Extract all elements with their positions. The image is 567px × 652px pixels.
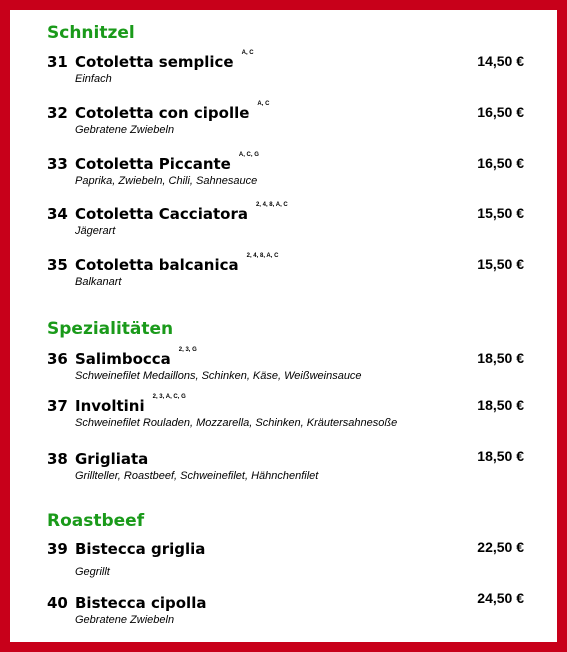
item-price: 24,50 € [477, 590, 524, 606]
item-price: 16,50 € [477, 104, 524, 120]
item-price: 22,50 € [477, 539, 524, 555]
allergen-codes: 2, 4, 8, A, C [255, 202, 288, 208]
item-price: 16,50 € [477, 155, 524, 171]
item-number: 38 [47, 450, 68, 468]
item-number: 37 [47, 397, 68, 415]
item-description: Gegrillt [75, 566, 110, 578]
section-title-roastbeef: Roastbeef [47, 511, 145, 531]
item-description: Schweinefilet Medaillons, Schinken, Käse, Weißweinsauce [75, 370, 362, 382]
item-number: 40 [47, 594, 68, 612]
item-number: 31 [47, 53, 68, 71]
item-name: Cotoletta semplice $^{A, C}$ [75, 50, 254, 71]
item-number: 35 [47, 256, 68, 274]
item-description: Gebratene Zwiebeln [75, 124, 175, 136]
item-name: Grigliata [75, 450, 149, 468]
item-name: Salimbocca $^{2, 3, G}$ [75, 347, 197, 368]
item-name: Cotoletta Cacciatora $^{2, 4, 8, A, C}$ [75, 202, 288, 223]
allergen-codes: A, C, G [238, 152, 259, 158]
menu-item [47, 394, 527, 429]
item-description: Grillteller, Roastbeef, Schweinefilet, Hähnchenfilet [75, 470, 319, 482]
menu-item [47, 448, 527, 482]
item-description: Gebratene Zwiebeln [75, 614, 175, 626]
allergen-codes: 2, 3, G [178, 347, 197, 353]
item-number: 34 [47, 205, 68, 223]
item-price: 15,50 € [477, 256, 524, 272]
item-name: Cotoletta Piccante $^{A, C, G}$ [75, 152, 259, 173]
allergen-codes: 2, 3, A, C, G [152, 394, 186, 400]
item-number: 36 [47, 350, 68, 368]
menu-item [47, 539, 527, 578]
item-name: Cotoletta con cipolle $^{A, C}$ [75, 101, 270, 122]
item-name: Bistecca griglia [75, 540, 206, 558]
item-description: Jägerart [75, 225, 116, 237]
allergen-codes: A, C [241, 50, 254, 56]
menu-item [47, 202, 527, 237]
item-number: 39 [47, 540, 68, 558]
item-name: Cotoletta balcanica $^{2, 4, 8, A, C}$ [75, 253, 279, 274]
menu-item [47, 101, 527, 136]
item-description: Paprika, Zwiebeln, Chili, Sahnesauce [75, 175, 258, 187]
item-name: Involtini $^{2, 3, A, C, G}$ [75, 394, 186, 415]
menu-item [47, 152, 527, 187]
menu-item [47, 50, 527, 85]
allergen-codes: A, C [257, 101, 270, 107]
item-price: 15,50 € [477, 205, 524, 221]
item-price: 18,50 € [477, 350, 524, 366]
item-price: 18,50 € [477, 397, 524, 413]
menu-item [47, 253, 527, 288]
menu-item [47, 590, 527, 626]
item-number: 33 [47, 155, 68, 173]
item-description: Schweinefilet Rouladen, Mozzarella, Schinken, Kräutersahnesoße [75, 417, 398, 429]
menu-page [10, 10, 557, 642]
section-title-schnitzel: Schnitzel [47, 23, 135, 43]
item-price: 18,50 € [477, 448, 524, 464]
item-price: 14,50 € [477, 53, 524, 69]
section-title-spezialitaeten: Spezialitäten [47, 319, 174, 339]
item-description: Balkanart [75, 276, 122, 288]
allergen-codes: 2, 4, 8, A, C [246, 253, 279, 259]
item-name: Bistecca cipolla [75, 594, 207, 612]
menu-item [47, 347, 527, 382]
item-description: Einfach [75, 73, 112, 85]
item-number: 32 [47, 104, 68, 122]
